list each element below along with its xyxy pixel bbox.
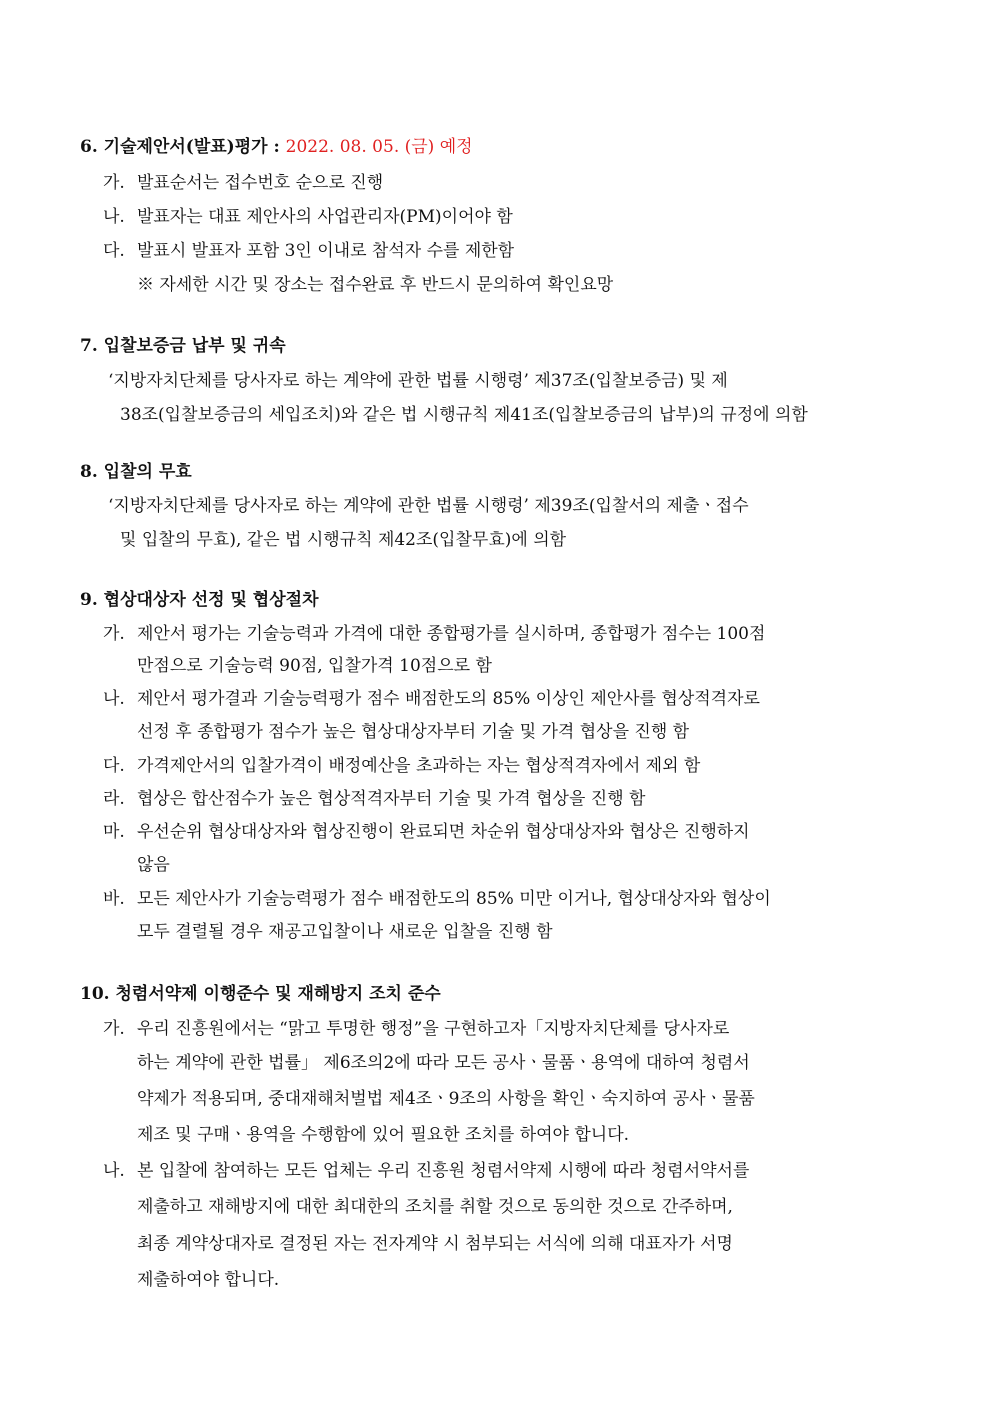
item-text: 제출하고 재해방지에 대한 최대한의 조치를 취할 것으로 동의한 것으로 간주하며,: [137, 1197, 733, 1217]
item-text: 발표순서는 접수번호 순으로 진행: [137, 173, 384, 193]
item-marker: 가.: [103, 1019, 125, 1039]
item-text: 모든 제안사가 기술능력평가 점수 배점한도의 85% 미만 이거나, 협상대상자와 협상이: [137, 889, 771, 909]
item-text: 모두 결렬될 경우 재공고입찰이나 새로운 입찰을 진행 함: [137, 922, 553, 942]
item-text: 가격제안서의 입찰가격이 배정예산을 초과하는 자는 협상적격자에서 제외 함: [137, 756, 701, 776]
evaluation-date: 2022. 08. 05. (금) 예정: [285, 137, 473, 157]
item-marker: 라.: [103, 789, 125, 809]
item-marker: 나.: [103, 207, 125, 227]
item-text: 발표자는 대표 제안사의 사업관리자(PM)이어야 함: [137, 207, 513, 227]
item-marker: 다.: [103, 241, 125, 261]
item-text: 않음: [137, 855, 170, 875]
item-text: 최종 계약상대자로 결정된 자는 전자계약 시 첨부되는 서식에 의해 대표자가 서명: [137, 1234, 733, 1254]
item-text: 발표시 발표자 포함 3인 이내로 참석자 수를 제한함: [137, 241, 515, 261]
section-8-heading: 8. 입찰의 무효: [80, 462, 192, 482]
section-9-heading: 9. 협상대상자 선정 및 협상절차: [80, 590, 319, 610]
item-marker: 가.: [103, 624, 125, 644]
item-text: 우선순위 협상대상자와 협상진행이 완료되면 차순위 협상대상자와 협상은 진행하지: [137, 822, 750, 842]
note-text: ※ 자세한 시간 및 장소는 접수완료 후 반드시 문의하여 확인요망: [137, 275, 614, 295]
section-10-heading: 10. 청렴서약제 이행준수 및 재해방지 조치 준수: [80, 984, 441, 1004]
item-marker: 다.: [103, 756, 125, 776]
item-marker: 나.: [103, 1161, 125, 1181]
item-text: 만점으로 기술능력 90점, 입찰가격 10점으로 함: [137, 656, 492, 676]
item-marker: 가.: [103, 173, 125, 193]
document-page: 6. 기술제안서(발표)평가 : 2022. 08. 05. (금) 예정 가. 발표순서는 접수번호 순으로 진행 나. 발표자는 대표 제안사의 사업관리자(PM)이어야 함 다. 발표시 발표자 포함 3인 이내로 참석자 수를 제한함 ※ 자세한 시간 및 장소는 접수완료 후 반드시 문의하여 확인요망 7. 입찰보증금 납부 및 귀속 ‘지방자치단체를 당사자로 하는 계약에 관한 법률 시행령’ 제37조(입찰보증금) 및 제 38조(입찰보증금의 세입조치)와 같은 법 시행규칙 제41조(입찰보증금의 납부)의 규정에 의함 8. 입찰의 무효 ‘지방자치단체를 당사자로 하는 계약에 관한 법률 시행령’ 제39조(입찰서의 제출ㆍ접수 및 입찰의 무효), 같은 법 시행규칙 제42조(입찰무효)에 의함 9. 협상대상자 선정 및 협상절차 가. 제안서 평가는 기술능력과 가격에 대한 종합평가를 실시하며, 종합평가 점수는 100점 만점으로 기술능력 90점, 입찰가격 10점으로 함 나. 제안서 평가결과 기술능력평가 점수 배점한도의 85% 이상인 제안사를 협상적격자로 선정 후 종합평가 점수가 높은 협상대상자부터 기술 및 가격 협상을 진행 함 다. 가격제안서의 입찰가격이 배정예산을 초과하는 자는 협상적격자에서 제외 함 라. 협상은 합산점수가 높은 협상적격자부터 기술 및 가격 협상을 진행 함 마. 우선순위 협상대상자와 협상진행이 완료되면 차순위 협상대상자와 협상은 진행하지 않음 바. 모든 제안사가 기술능력평가 점수 배점한도의 85% 미만 이거나, 협상대상자와 협상이 모두 결렬될 경우 재공고입찰이나 새로운 입찰을 진행 함 10. 청렴서약제 이행준수 및 재해방지 조치 준수 가. 우리 진흥원에서는 “맑고 투명한 행정”을 구현하고자「지방자치단체를 당사자로 하는 계약에 관한 법률」 제6조의2에 따라 모든 공사ㆍ물품ㆍ용역에 대하여 청렴서 약제가 적용되며, 중대재해처벌법 제4조ㆍ9조의 사항을 확인ㆍ숙지하여 공사ㆍ물품 제조 및 구매ㆍ용역을 수행함에 있어 필요한 조치를 하여야 합니다. 나. 본 입찰에 참여하는 모든 업체는 우리 진흥원 청렴서약제 시행에 따라 청렴서약서를 제출하고 재해방지에 대한 최대한의 조치를 취할 것으로 동의한 것으로 간주하며, 최종 계약상대자로 결정된 자는 전자계약 시 첨부되는 서식에 의해 대표자가 서명 제출하여야 합니다.: [0, 0, 992, 1403]
item-text: 약제가 적용되며, 중대재해처벌법 제4조ㆍ9조의 사항을 확인ㆍ숙지하여 공사ㆍ물품: [137, 1089, 755, 1109]
item-text: 우리 진흥원에서는 “맑고 투명한 행정”을 구현하고자「지방자치단체를 당사자로: [137, 1019, 730, 1039]
item-text: 본 입찰에 참여하는 모든 업체는 우리 진흥원 청렴서약제 시행에 따라 청렴서약서를: [137, 1161, 750, 1181]
item-text: 협상은 합산점수가 높은 협상적격자부터 기술 및 가격 협상을 진행 함: [137, 789, 646, 809]
item-text: 선정 후 종합평가 점수가 높은 협상대상자부터 기술 및 가격 협상을 진행 함: [137, 722, 690, 742]
item-text: 제안서 평가결과 기술능력평가 점수 배점한도의 85% 이상인 제안사를 협상적격자로: [137, 689, 760, 709]
section-6-heading: 6. 기술제안서(발표)평가 : 2022. 08. 05. (금) 예정: [80, 137, 473, 157]
item-marker: 마.: [103, 822, 125, 842]
item-marker: 바.: [103, 889, 125, 909]
item-text: 제안서 평가는 기술능력과 가격에 대한 종합평가를 실시하며, 종합평가 점수는 100점: [137, 624, 766, 644]
section-7-heading: 7. 입찰보증금 납부 및 귀속: [80, 336, 286, 356]
item-text: 제조 및 구매ㆍ용역을 수행함에 있어 필요한 조치를 하여야 합니다.: [137, 1125, 630, 1145]
item-text: 하는 계약에 관한 법률」 제6조의2에 따라 모든 공사ㆍ물품ㆍ용역에 대하여 청렴서: [137, 1053, 750, 1073]
item-marker: 나.: [103, 689, 125, 709]
item-text: 제출하여야 합니다.: [137, 1270, 280, 1290]
